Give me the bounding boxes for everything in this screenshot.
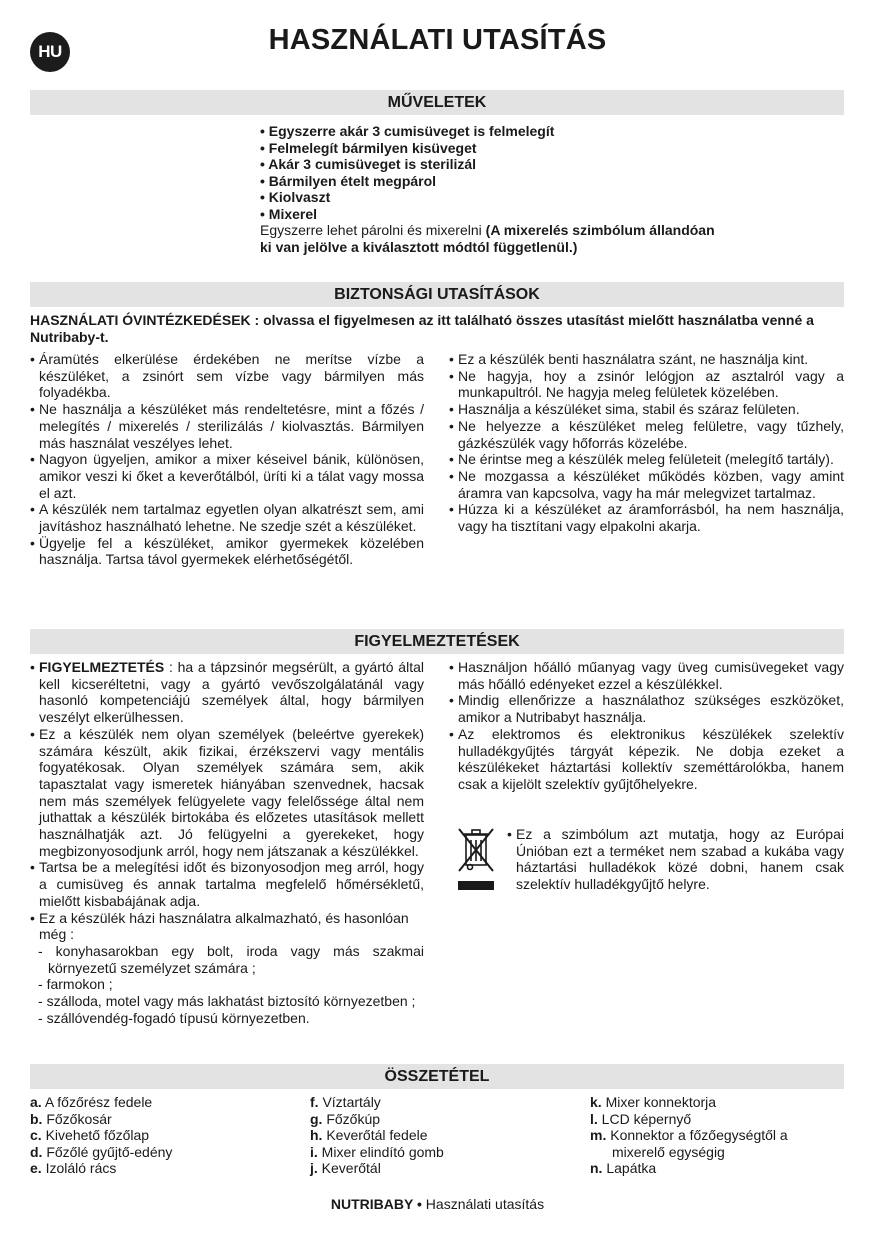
list-item: • Nagyon ügyeljen, amikor a mixer késeivel bánik, különösen, amikor veszi ki őket a keverőtálból, üríti ki a tálat vagy mossa el azt.: [30, 451, 424, 501]
list-item: • Ne használja a készüléket más rendeltetésre, mint a főzés / melegítés / mixerelés / sterilizálás / kiolvasztás. Bármilyen más használat veszélyes lehet.: [30, 401, 424, 451]
list-item: • Ez a szimbólum azt mutatja, hogy az Európai Únióban ezt a terméket nem szabad a kukába vagy háztartási hulladékok közé dobni, hanem csak szelektív hulladékgyűjtő helyre.: [507, 826, 844, 893]
footer-brand: NUTRIBABY: [330, 1196, 414, 1212]
list-item: d. Főzőlé gyűjtő-edény: [30, 1143, 173, 1160]
list-item: • Akár 3 cumisüveget is sterilizál: [260, 156, 730, 173]
list-item: • Bármilyen ételt megpárol: [260, 173, 730, 190]
safety-right-column: [449, 351, 844, 535]
list-item: • Használja a készüléket sima, stabil és száraz felületen.: [449, 401, 844, 418]
list-item: • Felmelegít bármilyen kisüveget: [260, 140, 730, 157]
note-text: Egyszerre lehet párolni és mixerelni: [260, 222, 486, 238]
list-item: l. LCD képernyő: [590, 1110, 692, 1127]
list-item: b. Főzőkosár: [30, 1110, 112, 1127]
list-item: • Tartsa be a melegítési időt és bizonyosodjon meg arról, hogy a cumisüveg és annak tartalma megfelelő hőmérsékletű, mielőtt kisbabájának adja.: [30, 859, 424, 909]
list-item: • Ne helyezze a készüléket meleg felületre, vagy tűzhely, gázkészülék vagy hőforrás közelébe.: [449, 418, 844, 451]
list-item: a. A főzőrész fedele: [30, 1094, 153, 1110]
warnings-right-column: [449, 659, 844, 793]
footer-text: Használati utasítás: [425, 1196, 545, 1212]
composition-column-1: [30, 1094, 290, 1177]
list-item: • Ez a készülék benti használatra szánt, ne használja kint.: [449, 351, 844, 368]
weee-notice: [507, 826, 844, 893]
list-item: • Ne érintse meg a készülék meleg felületeit (melegítő tartály).: [449, 451, 844, 468]
list-item: • FIGYELMEZTETÉS : ha a tápzsinór megsérült, a gyártó által kell kicseréltetni, vagy a gyártó vevőszolgálatánál vagy hasonló kompetenciájú személyek által, hogy bármilyen veszélyt elkerülhessen.: [30, 659, 424, 726]
list-item: • Áramütés elkerülése érdekében ne merítse vízbe a készüléket, a zsinórt sem vízbe vagy bármilyen más folyadékba.: [30, 351, 424, 401]
page-title: HASZNÁLATI UTASÍTÁS: [268, 24, 607, 56]
operations-note: [260, 222, 730, 255]
list-item: e. Izoláló rács: [30, 1160, 117, 1177]
page-footer: [0, 1196, 875, 1213]
list-item: • Kiolvaszt: [260, 189, 730, 206]
list-item: • Használjon hőálló műanyag vagy üveg cumisüvegeket vagy más hőálló edényeket ezzel a készülékkel.: [449, 659, 844, 692]
list-item: f. Víztartály: [310, 1094, 381, 1110]
list-item: • Ne mozgassa a készüléket működés közben, vagy amint áramra van kapcsolva, vagy ha már melegvizet tartalmaz.: [449, 468, 844, 501]
dash-item: - konyhasarokban egy bolt, iroda vagy más szakmai környezetű személyzet számára ;: [38, 942, 424, 976]
operations-list: [260, 123, 730, 222]
list-item: i. Mixer elindító gomb: [310, 1143, 444, 1160]
list-item: • Egyszerre akár 3 cumisüveget is felmelegít: [260, 123, 730, 140]
dash-item: - szálloda, motel vagy más lakhatást biztosító környezetben ;: [38, 993, 416, 1010]
list-item: • Ügyelje fel a készüléket, amikor gyermekek közelében használja. Tartsa távol gyermekek elérhetőségétől.: [30, 535, 424, 568]
list-item: • Ne hagyja, hoy a zsinór lelógjon az asztalról vagy a munkapultról. Ne hagyja meleg felületek közelében.: [449, 368, 844, 401]
list-item: j. Keverőtál: [310, 1160, 381, 1177]
language-badge: HU: [30, 32, 70, 72]
composition-heading: ÖSSZETÉTEL: [30, 1064, 844, 1089]
footer-separator: •: [413, 1196, 426, 1212]
list-item: • Ez a készülék házi használatra alkalmazható, és hasonlóan még :: [30, 910, 424, 943]
operations-section: [260, 123, 730, 255]
list-item: • Mindig ellenőrizze a használathoz szükséges eszközöket, amikor a Nutribabyt használja.: [449, 692, 844, 725]
list-item: k. Mixer konnektorja: [590, 1094, 717, 1110]
list-item: g. Főzőkúp: [310, 1110, 381, 1127]
crossed-bin-icon: [456, 826, 496, 892]
list-item: • Mixerel: [260, 206, 730, 223]
list-item: • Ez a készülék nem olyan személyek (beleértve gyerekek) számára készült, akik fizikai, érzékszervi vagy mentális fogyatékosak. Olyan személyek számára sem, akik tapasztalat vagy ismeretek hiányában szenvednek, hacsak nem más személyek felügyelete vagy felelőssége által nem juthattak a készülék birtokába és előzetes utasítások mellett használhatják azt. Jó felügyelni a gyerekeket, hogy megbizonyosodjunk arról, hogy nem játszanak a készülékkel.: [30, 726, 424, 860]
list-item: h. Keverőtál fedele: [310, 1127, 428, 1144]
list-item-continuation: mixerelő egységig: [612, 1143, 725, 1160]
dash-item: - szállóvendég-fogadó típusú környezetben.: [38, 1009, 310, 1026]
list-item: n. Lapátka: [590, 1160, 657, 1177]
safety-intro: HASZNÁLATI ÓVINTÉZKEDÉSEK : olvassa el figyelmesen az itt található összes utasítást mielőtt használatba venné a Nutribaby-t.: [30, 312, 814, 345]
composition-column-2: [310, 1094, 570, 1177]
list-item: m. Konnektor a főzőegységtől a: [590, 1127, 788, 1144]
note-bold-text: (A mixerelés szimbólum állandóan ki van jelölve a kiválasztott módtól függetlenül.): [260, 222, 715, 255]
list-item: • Az elektromos és elektronikus készülékek szelektív hulladékgyűjtés tárgyát képezik. Ne dobja ezeket a készülékeket háztartási kollektív szeméttárolókba, hanem csak a kijelölt szelektív gyűjtőhelyekre.: [449, 726, 844, 793]
list-item: c. Kivehető főzőlap: [30, 1127, 150, 1144]
warnings-left-column: [30, 659, 424, 1026]
operations-heading: MŰVELETEK: [30, 90, 844, 115]
warnings-heading: FIGYELMEZTETÉSEK: [30, 629, 844, 654]
safety-left-column: [30, 351, 424, 568]
list-item: • Húzza ki a készüléket az áramforrásból, ha nem használja, vagy ha tisztítani vagy elpakolni akarja.: [449, 501, 844, 534]
warning-label: FIGYELMEZTETÉS: [39, 659, 165, 675]
list-item: • A készülék nem tartalmaz egyetlen olyan alkatrészt sem, ami javításhoz használható lehetne. Ne szedje szét a készüléket.: [30, 501, 424, 534]
safety-heading: BIZTONSÁGI UTASÍTÁSOK: [30, 282, 844, 307]
dash-item: - farmokon ;: [38, 976, 113, 993]
composition-column-3: [590, 1094, 844, 1177]
